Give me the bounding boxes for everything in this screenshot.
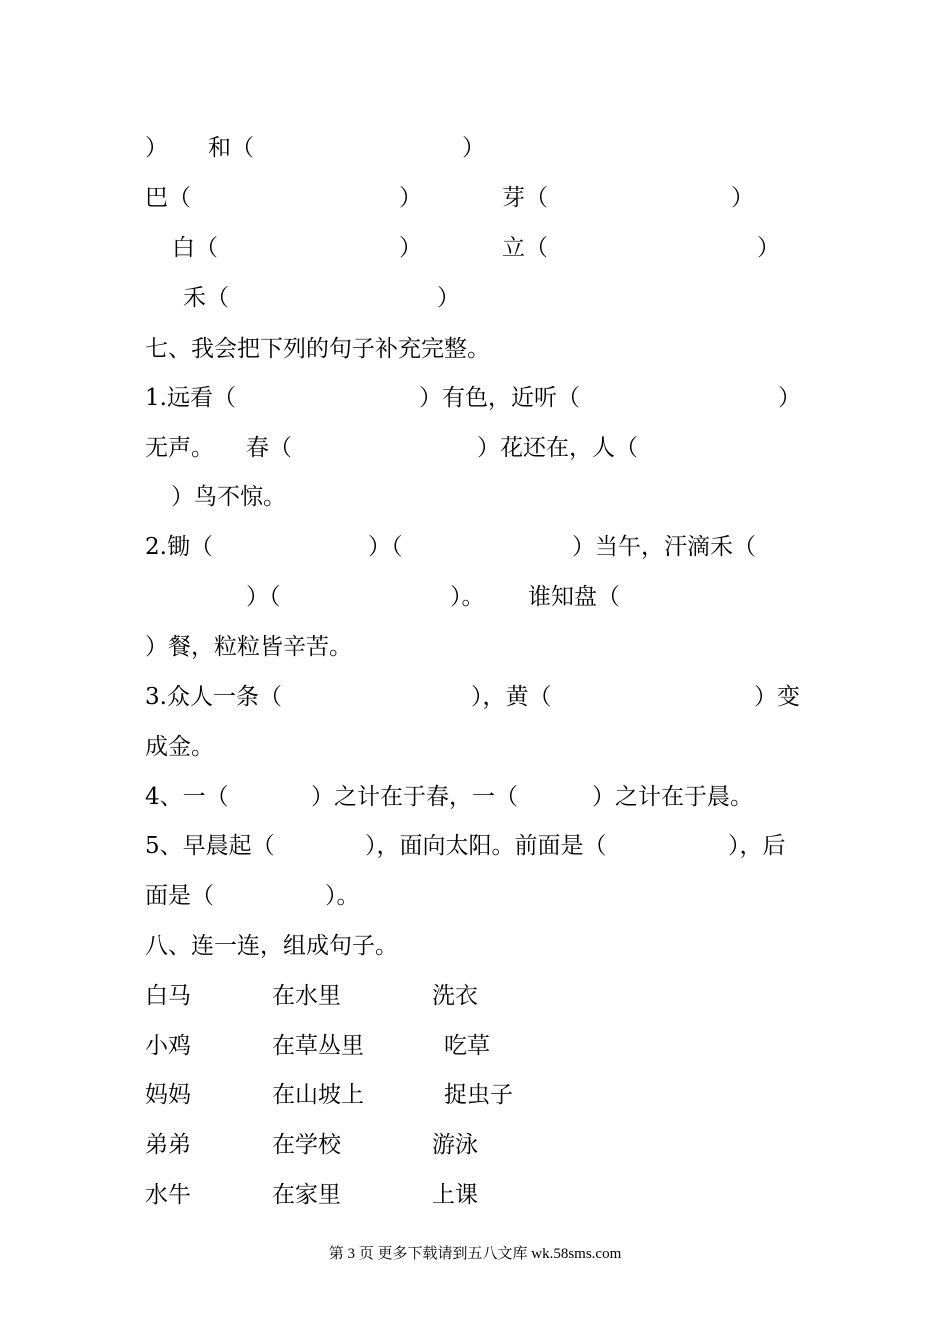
text-line xyxy=(0,482,950,512)
text-fragment: ）花还在，人（ xyxy=(477,435,638,461)
match-action: 上课 xyxy=(432,1182,478,1208)
text-fragment: ），面向太阳。前面是（ xyxy=(365,833,607,859)
text-fragment: 芽（ xyxy=(502,185,548,211)
match-action: 游泳 xyxy=(432,1132,478,1158)
text-line xyxy=(0,732,950,762)
text-line xyxy=(0,831,950,861)
text-fragment: ）有色，近听（ xyxy=(419,385,580,411)
text-fragment: 禾（ xyxy=(183,285,229,311)
match-row xyxy=(0,1031,950,1061)
text-fragment: ）。 xyxy=(325,883,360,909)
section-heading xyxy=(0,334,950,364)
text-fragment: 3.众人一条（ xyxy=(145,684,282,710)
match-place: 在草丛里 xyxy=(272,1033,364,1059)
text-fragment: ）鸟不惊。 xyxy=(171,484,286,510)
text-line xyxy=(0,582,950,612)
text-fragment: ）（ xyxy=(368,534,403,560)
text-fragment: ） xyxy=(462,135,485,161)
match-place: 在家里 xyxy=(272,1182,341,1208)
text-line xyxy=(0,782,950,812)
text-fragment: 2.锄（ xyxy=(145,534,213,560)
text-fragment: 成金。 xyxy=(145,734,214,760)
text-line xyxy=(0,632,950,662)
match-row xyxy=(0,1130,950,1160)
text-line xyxy=(0,433,950,463)
match-place: 在山坡上 xyxy=(272,1082,364,1108)
text-line xyxy=(0,233,950,263)
text-line xyxy=(0,283,950,313)
text-fragment: ） xyxy=(731,185,754,211)
match-action: 吃草 xyxy=(444,1033,490,1059)
section-heading xyxy=(0,931,950,961)
text-fragment: 八、连一连，组成句子。 xyxy=(145,933,398,959)
text-line xyxy=(0,532,950,562)
match-place: 在水里 xyxy=(272,983,341,1009)
text-line xyxy=(0,183,950,213)
text-line xyxy=(0,133,950,163)
match-row xyxy=(0,1180,950,1210)
text-fragment: 白（ xyxy=(172,235,218,261)
text-fragment: ）之计在于晨。 xyxy=(592,784,753,810)
match-place: 在学校 xyxy=(272,1132,341,1158)
text-fragment: 无声。 xyxy=(145,435,214,461)
text-fragment: ） xyxy=(437,285,460,311)
text-fragment: ）当午，汗滴禾（ xyxy=(572,534,756,560)
text-fragment: 巴（ xyxy=(145,185,191,211)
match-subject: 白马 xyxy=(145,983,191,1009)
text-fragment: 4、一（ xyxy=(145,784,229,810)
text-fragment: ），黄（ xyxy=(471,684,552,710)
text-fragment: 5、早晨起（ xyxy=(145,833,275,859)
text-fragment: 七、我会把下列的句子补充完整。 xyxy=(145,336,490,362)
text-line xyxy=(0,682,950,712)
text-fragment: 春（ xyxy=(246,435,292,461)
text-fragment: 和（ xyxy=(208,135,254,161)
match-action: 洗衣 xyxy=(432,983,478,1009)
page-footer: 第 3 页 更多下载请到五八文库 wk.58sms.com xyxy=(328,1246,622,1262)
text-fragment: ） xyxy=(399,235,422,261)
match-subject: 妈妈 xyxy=(145,1082,191,1108)
match-subject: 水牛 xyxy=(145,1182,191,1208)
text-fragment: ），后 xyxy=(728,833,786,859)
text-fragment: 立（ xyxy=(502,235,548,261)
match-row xyxy=(0,1080,950,1110)
text-fragment: 1.远看（ xyxy=(145,385,236,411)
text-fragment: ） xyxy=(778,385,801,411)
text-fragment: ）变 xyxy=(754,684,800,710)
text-fragment: ） xyxy=(145,135,168,161)
text-fragment: 谁知盘（ xyxy=(528,584,620,610)
match-subject: 小鸡 xyxy=(145,1033,191,1059)
text-fragment: ） xyxy=(399,185,422,211)
match-subject: 弟弟 xyxy=(145,1132,191,1158)
match-action: 捉虫子 xyxy=(444,1082,513,1108)
text-fragment: ） xyxy=(757,235,780,261)
text-fragment: ）（ xyxy=(246,584,281,610)
text-fragment: ）餐，粒粒皆辛苦。 xyxy=(145,634,352,660)
text-fragment: 面是（ xyxy=(145,883,214,909)
text-fragment: ）之计在于春，一（ xyxy=(311,784,518,810)
text-line xyxy=(0,881,950,911)
match-row xyxy=(0,981,950,1011)
text-line xyxy=(0,383,950,413)
text-fragment: ）。 xyxy=(450,584,485,610)
